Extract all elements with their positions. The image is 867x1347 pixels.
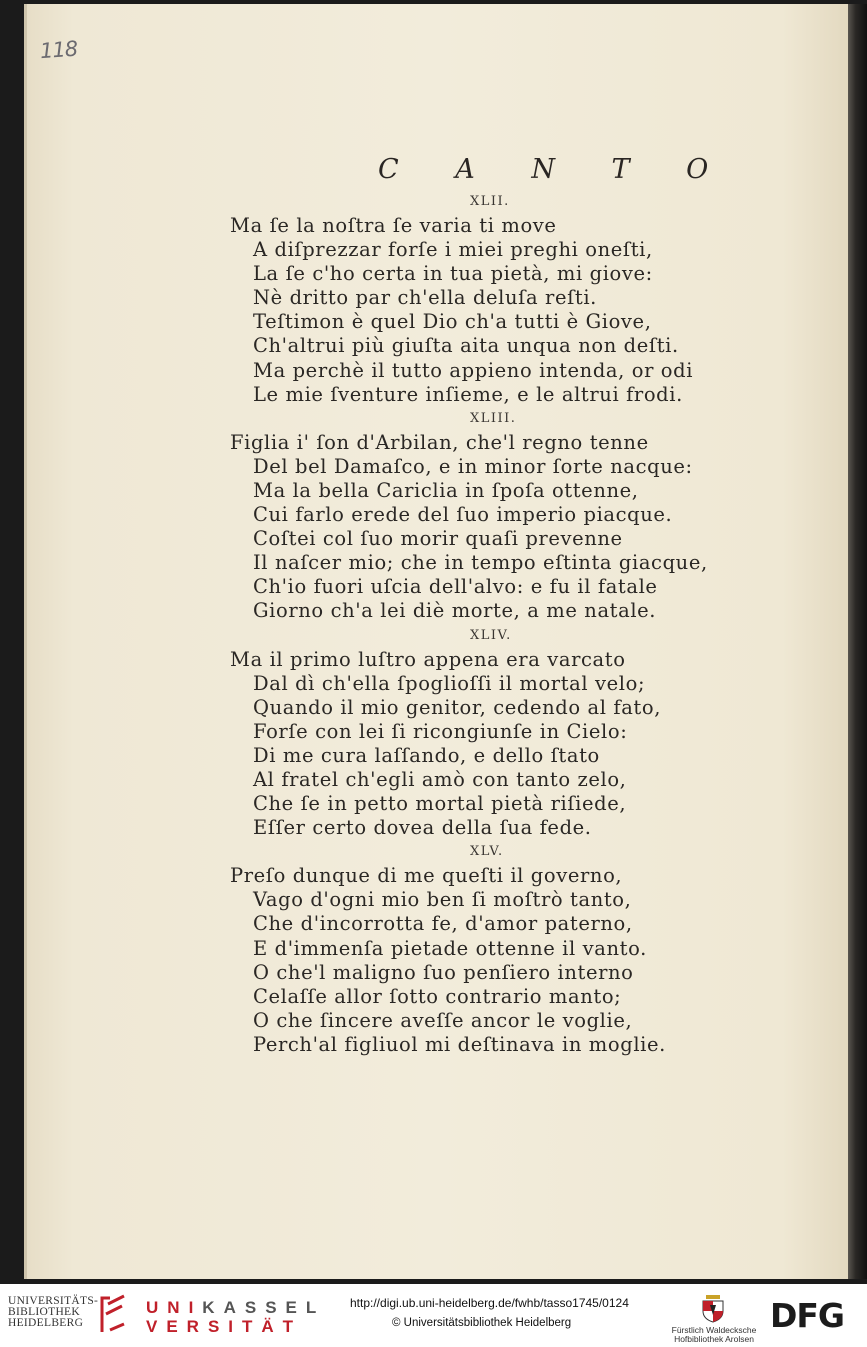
copyright-notice: © Universitätsbibliothek Heidelberg	[392, 1317, 572, 1329]
arolsen-label	[668, 1326, 760, 1344]
heidelberg-logo[interactable]	[8, 1296, 98, 1329]
stanza-number: XLIII.	[470, 410, 517, 426]
verse-line: Del bel Damaſco, e in minor ſorte nacque:	[253, 454, 693, 478]
source-url[interactable]: http://digi.ub.uni-heidelberg.de/fwhb/tasso1745/0124	[350, 1296, 629, 1310]
verse-line: Eſſer certo dovea della ſua fede.	[253, 816, 592, 840]
verse-line: Teſtimon è quel Dio ch'a tutti è Giove,	[253, 310, 652, 334]
verse-line: La ſe c'ho certa in tua pietà, mi giove:	[253, 262, 653, 286]
stanza-number: XLII.	[470, 194, 510, 209]
arolsen-line: Hofbibliothek Arolsen	[674, 1334, 754, 1344]
verse-line: Preſo dunque di me queſti il governo,	[230, 864, 623, 888]
verse-line: Le mie ſventure inſieme, e le altrui frodi.	[253, 382, 683, 406]
verse-line: Il naſcer mio; che in tempo eſtinta giacque,	[253, 551, 708, 575]
verse-line: E d'immenſa pietade ottenne il vanto.	[253, 936, 647, 960]
heidelberg-line: UNIVERSITÄTS-	[8, 1295, 99, 1307]
verse-line: Al fratel ch'egli amò con tanto zelo,	[253, 767, 627, 791]
kassel-logo[interactable]	[146, 1298, 325, 1336]
stanza-number: XLV.	[470, 844, 504, 860]
verse-line: Celaſſe allor ſotto contrario manto;	[253, 984, 622, 1008]
verse-line: Dal dì ch'ella ſpoglioſſi il mortal velo;	[253, 671, 646, 695]
verse-line: Ma la bella Cariclia in ſpoſa ottenne,	[253, 478, 639, 502]
poem-body	[230, 190, 790, 1057]
verse-line: A diſprezzar forſe i miei preghi oneſti,	[253, 238, 653, 262]
verse-line: Ch'altrui più giuſta aita unqua non deſti.	[253, 334, 679, 358]
dfg-logo[interactable]: DFG	[770, 1296, 845, 1335]
verse-line: Coſtei col ſuo morir quaſi prevenne	[253, 527, 623, 551]
heidelberg-mark-icon	[98, 1294, 128, 1334]
verse-line: Perch'al figliuol mi deſtinava in moglie.	[253, 1032, 666, 1056]
verse-line: Che d'incorrotta fe, d'amor paterno,	[253, 912, 633, 936]
verse-line: Giorno ch'a lei diè morte, a me natale.	[253, 599, 657, 623]
verse-line: Cui farlo erede del ſuo imperio piacque.	[253, 503, 673, 527]
canto-title: C A N T O	[378, 154, 733, 185]
stanza-number: XLIV.	[470, 627, 512, 643]
digitization-footer	[0, 1284, 867, 1347]
verse-line: O che ſincere aveſſe ancor le voglie,	[253, 1008, 633, 1032]
verse-line: Ma il primo luſtro appena era varcato	[230, 647, 626, 671]
arolsen-crest-icon	[700, 1291, 726, 1323]
verse-line: Figlia i' ſon d'Arbilan, che'l regno tenne	[230, 430, 649, 454]
verse-line: O che'l maligno ſuo penſiero interno	[253, 960, 634, 984]
arolsen-line: Fürstlich Waldecksche	[671, 1325, 757, 1335]
verse-line: Di me cura laſſando, e dello ſtato	[253, 743, 600, 767]
page-number: 118	[39, 36, 78, 64]
book-edge	[848, 4, 867, 1279]
verse-line: Ma ſe la noſtra ſe varia ti move	[230, 214, 557, 237]
heidelberg-line: HEIDELBERG	[8, 1317, 84, 1329]
page-gutter	[24, 4, 27, 1279]
verse-line: Che ſe in petto mortal pietà riſiede,	[253, 792, 627, 816]
verse-line: Ma perchè il tutto appieno intenda, or odi	[253, 358, 694, 382]
kassel-line-2: VERSITÄT	[146, 1317, 303, 1336]
verse-line: Ch'io fuori uſcia dell'alvo: e fu il fatale	[253, 575, 658, 599]
kassel-line-1: UNIKASSEL	[146, 1298, 326, 1317]
heidelberg-line: BIBLIOTHEK	[8, 1306, 80, 1318]
verse-line: Quando il mio genitor, cedendo al fato,	[253, 695, 662, 719]
verse-line: Forſe con lei ſi ricongiunſe in Cielo:	[253, 719, 628, 743]
verse-line: Vago d'ogni mio ben ſi moſtrò tanto,	[253, 888, 632, 912]
verse-line: Nè dritto par ch'ella deluſa reſti.	[253, 286, 597, 310]
book-page	[24, 4, 848, 1279]
